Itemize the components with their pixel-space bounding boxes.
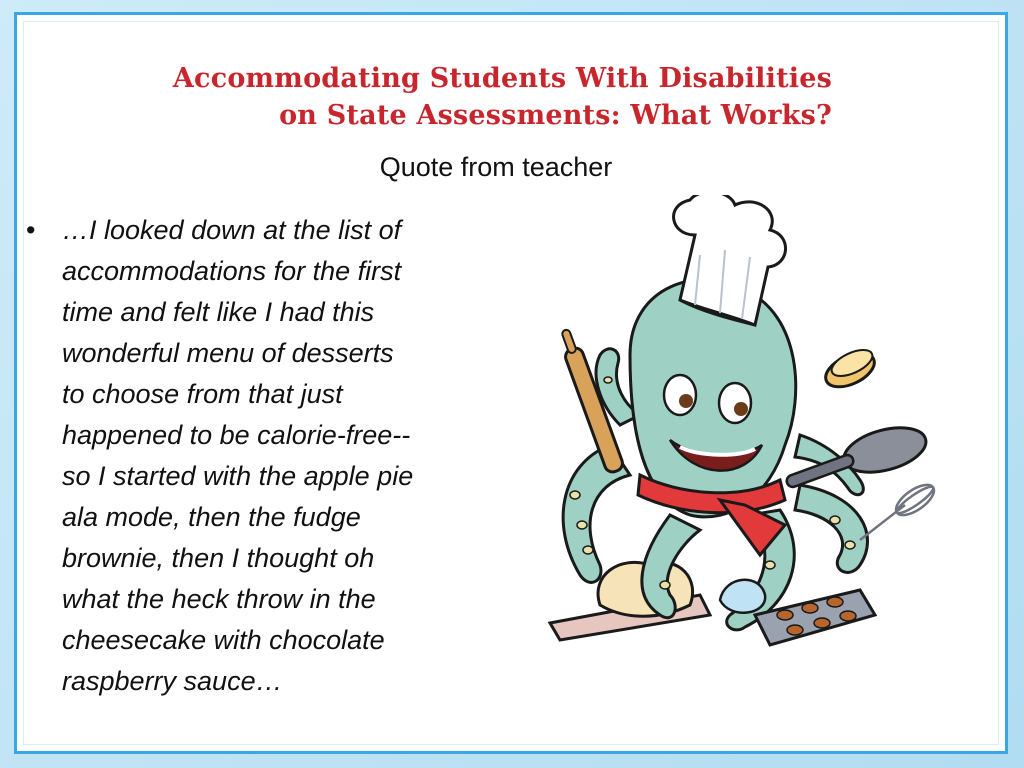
pie (821, 345, 880, 394)
left-eye (664, 375, 696, 415)
slide-title-line-2: on State Assessments: What Works? (279, 100, 832, 131)
slide-title-line-1: Accommodating Students With Disabilities (172, 63, 832, 94)
teacher-quote-text: …I looked down at the list of accommodations for the first time and felt like I had this wonderful menu of desserts to choose from that just happened to be calorie-free-- so I started with the apple pie ala mode, then the fudge brownie, then I thought oh what the heck throw in the cheesecake with chocolate raspberry sauce… (62, 215, 414, 696)
right-eye (719, 383, 751, 423)
slide-title (120, 60, 832, 134)
octopus-chef-icon (530, 195, 950, 665)
measuring-cup (720, 580, 765, 613)
bullet-list (18, 210, 538, 702)
tentacle-right (795, 485, 868, 572)
whisk (860, 479, 939, 540)
bullet-dot-icon: • (26, 215, 36, 245)
slide-subtitle: Quote from teacher (379, 152, 613, 182)
list-item (18, 210, 538, 702)
